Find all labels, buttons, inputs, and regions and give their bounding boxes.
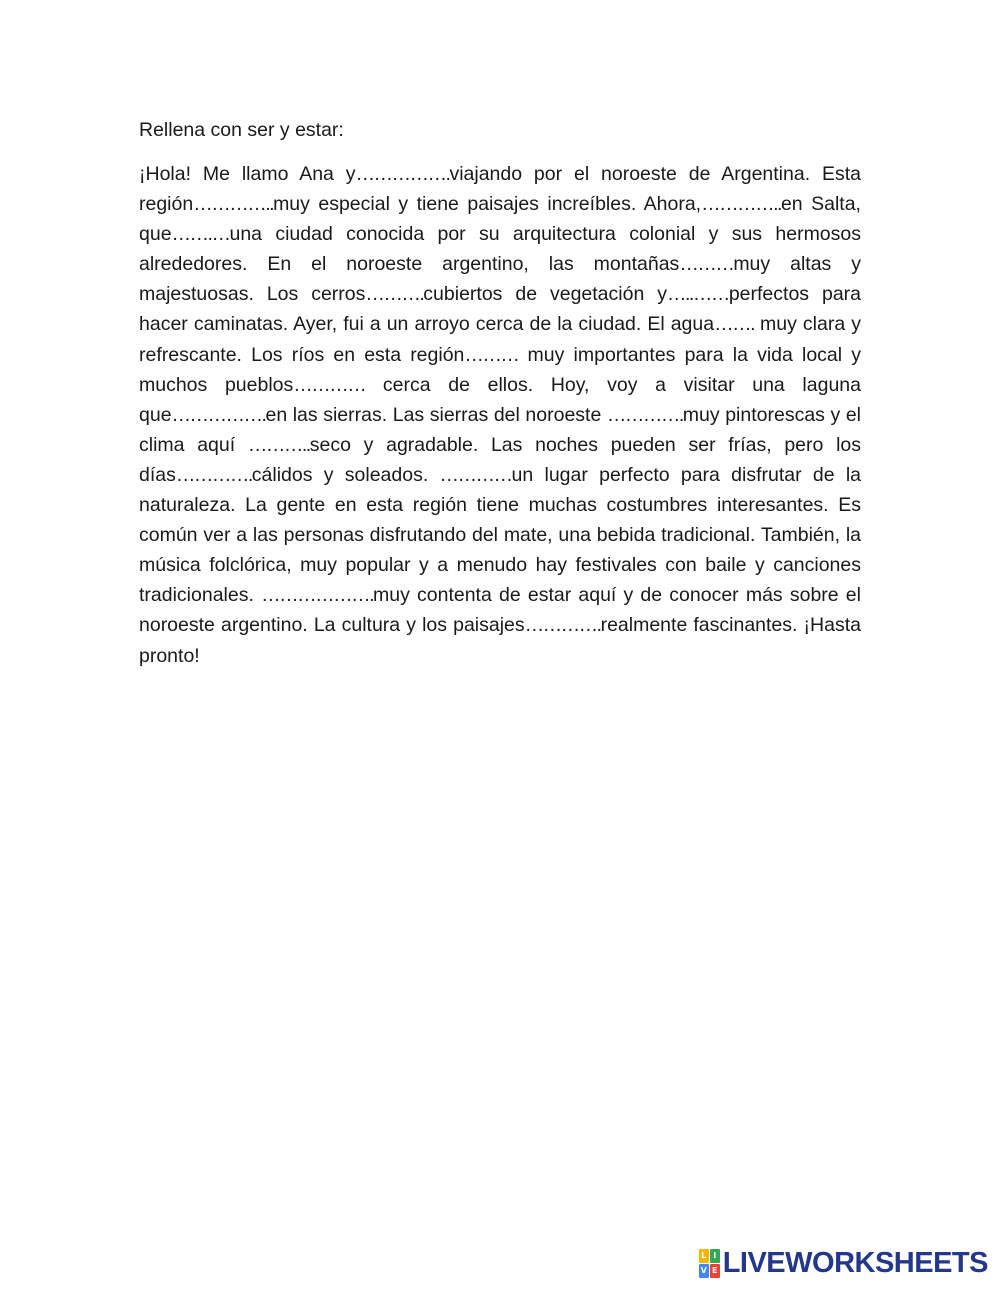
blank-11[interactable]: ……………. — [171, 403, 266, 426]
instruction-text: Rellena con ser y estar: — [139, 119, 344, 141]
blank-14[interactable]: …………. — [175, 463, 252, 486]
blank-3[interactable]: ………….. — [701, 193, 781, 216]
passage-text: muy contenta de estar aquí y de conocer más sobre el noroeste argentino. La cultura y los paisajes — [139, 584, 861, 637]
passage-text: cerca de ellos. Hoy, voy a visitar una laguna que — [139, 373, 861, 426]
passage-text: muy clara y refrescante. Los ríos en esta región — [139, 313, 861, 366]
blank-1[interactable]: ……………. — [355, 163, 450, 185]
passage-text: un lugar perfecto para disfrutar de la naturaleza. La gente en esta región tiene muchas costumbres interesantes. Es común ver a las personas disfrutando del mate, una bebida tradicional. También, la música folclórica, muy popular y a menudo hay festivales con baile y canciones tradicionales. — [139, 463, 861, 607]
liveworksheets-logo-icon — [699, 1249, 720, 1278]
brand-name: LIVEWORKSHEETS — [722, 1247, 988, 1279]
logo-letter-v: V — [699, 1264, 709, 1278]
blank-9[interactable]: ……… — [464, 343, 519, 366]
passage-text: cubiertos de vegetación y — [423, 283, 667, 306]
passage-text: en Salta, que — [139, 193, 861, 246]
passage-text: muy altas y majestuosas. Los cerros — [139, 253, 861, 306]
blank-8[interactable]: ……. — [714, 313, 755, 336]
blank-12[interactable]: …………. — [606, 403, 683, 426]
logo-letter-i: I — [710, 1249, 720, 1263]
passage-text: muy especial y tiene paisajes increíbles. Ahora, — [273, 193, 702, 216]
passage-text: seco y agradable. Las noches pueden ser frías, pero los días — [139, 433, 862, 486]
blank-15[interactable]: ………… — [439, 463, 512, 486]
passage-text: realmente fascinantes. ¡Hasta pronto! — [139, 614, 861, 667]
passage-text: una ciudad conocida por su arquitectura colonial y sus hermosos alrededores. En el noroeste argentino, las montañas — [139, 223, 861, 276]
blank-7[interactable]: …..…… — [666, 283, 729, 306]
blank-13[interactable]: ……….. — [247, 433, 310, 456]
passage-text: muy importantes para la vida local y muchos pueblos — [139, 343, 861, 396]
blank-6[interactable]: ………. — [365, 283, 424, 306]
passage-text: muy pintorescas y el clima aquí — [139, 403, 861, 456]
passage-text: ¡Hola! Me llamo Ana y — [139, 163, 356, 185]
passage-text: perfectos para hacer caminatas. Ayer, fui a un arroyo cerca de la ciudad. El agua — [139, 283, 861, 336]
blank-16[interactable]: ………………. — [261, 584, 373, 607]
blank-17[interactable]: …………. — [524, 614, 601, 637]
logo-letter-e: E — [710, 1264, 720, 1278]
blank-2[interactable]: ………….. — [193, 193, 274, 216]
passage-text: viajando por el noroeste de Argentina. Esta región — [139, 163, 861, 216]
passage-text: en las sierras. Las sierras del noroeste — [265, 403, 607, 426]
passage-text: cálidos y soleados. — [251, 463, 440, 486]
blank-5[interactable]: ……… — [679, 253, 734, 276]
passage-paragraph — [139, 159, 861, 671]
logo-letter-l: L — [699, 1249, 709, 1263]
liveworksheets-brand — [699, 1248, 988, 1278]
blank-4[interactable]: …….… — [171, 223, 230, 246]
blank-10[interactable]: ………… — [293, 373, 366, 396]
